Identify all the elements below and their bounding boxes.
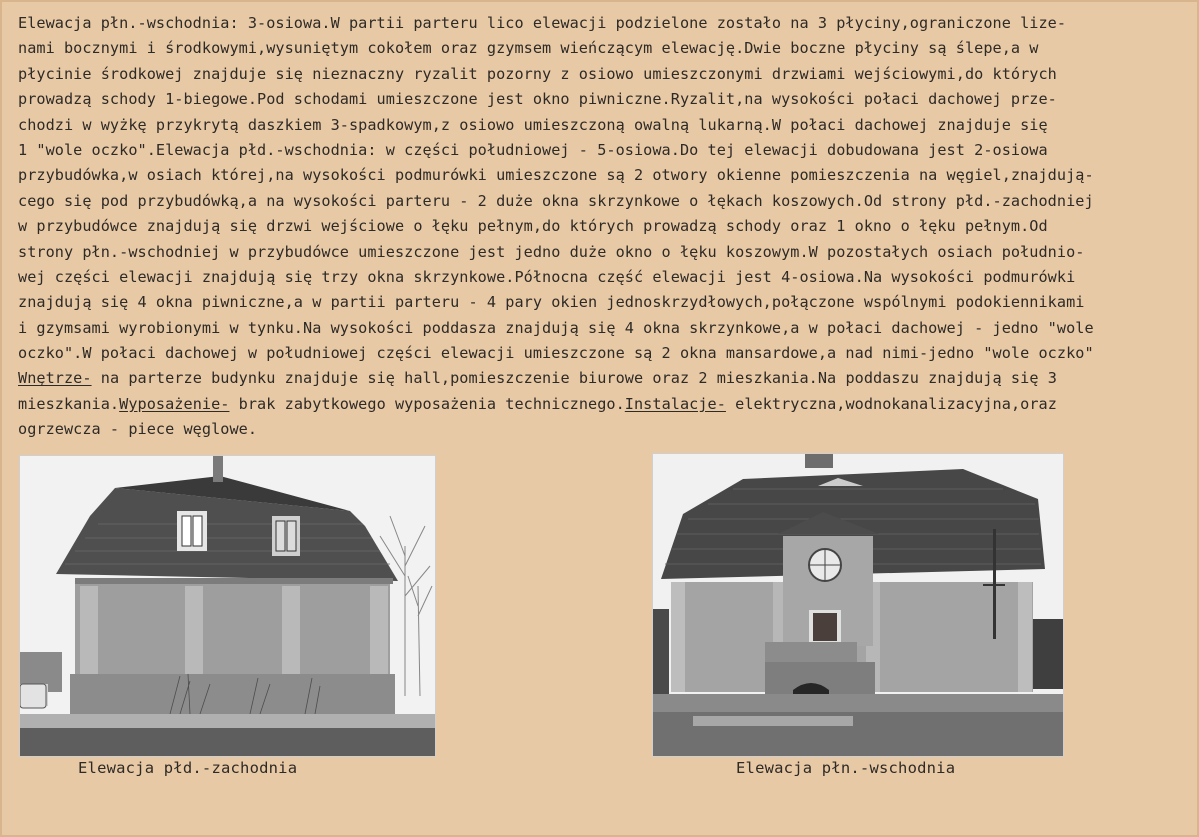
text-line	[18, 36, 1188, 61]
section-heading: Instalacje-	[624, 394, 726, 413]
text-line	[18, 265, 1188, 290]
text-fragment: Elewacja płn.-wschodnia: 3-osiowa.W partii parteru lico elewacji podzielone zostało na 3 płyciny,ograniczone lize-	[18, 14, 1067, 32]
text-fragment: w przybudówce znajdują się drzwi wejściowe o łęku pełnym,do których prowadzą schody oraz 1 okno o łęku pełnym.Od	[18, 217, 1048, 236]
text-fragment: przybudówka,w osiach której,na wysokości podmurówki umieszczone są 2 otwory okienne pomieszczenia na węgiel,znajdują-	[18, 166, 1094, 185]
text-line	[18, 189, 1188, 214]
text-fragment: cego się pod przybudówką,a na wysokości parteru - 2 duże okna skrzynkowe o łękach koszowych.Od strony płd.-zachodniej	[18, 191, 1094, 210]
text-line	[18, 113, 1188, 138]
text-line	[18, 240, 1188, 265]
text-fragment: prowadzą schody 1-biegowe.Pod schodami umieszczone jest okno piwniczne.Ryzalit,na wysokości połaci dachowej prze-	[18, 90, 1057, 109]
text-fragment: oczko".W połaci dachowej w południowej części elewacji umieszczone są 2 okna mansardowe,a nad nimi-jedno "wole oczko"	[18, 344, 1094, 363]
text-fragment: wej części elewacji znajdują się trzy okna skrzynkowe.Północna część elewacji jest 4-osiowa.Na wysokości podmurówki	[18, 267, 1076, 286]
text-fragment: ogrzewcza - piece węglowe.	[18, 420, 258, 439]
text-fragment: elektryczna,wodnokanalizacyjna,oraz	[725, 394, 1057, 413]
text-fragment: nami bocznymi i środkowymi,wysuniętym cokołem oraz gzymsem wieńczącym elewację.Dwie boczne płyciny są ślepe,a w	[18, 39, 1039, 58]
text-fragment: brak zabytkowego wyposażenia technicznego.	[229, 394, 625, 413]
text-line	[18, 290, 1188, 315]
text-fragment: 1 "wole oczko".Elewacja płd.-wschodnia: w części południowej - 5-osiowa.Do tej elewacji dobudowana jest 2-osiowa	[18, 140, 1048, 159]
text-fragment: na parterze budynku znajduje się hall,pomieszczenie biurowe oraz 2 mieszkania.Na poddaszu znajdują się 3	[91, 369, 1057, 388]
section-heading: Wnętrze-	[18, 369, 92, 388]
text-line	[18, 163, 1188, 188]
description-text	[18, 11, 1188, 443]
text-line	[18, 11, 1188, 36]
text-line	[18, 392, 1188, 417]
section-heading: Wyposażenie-	[119, 394, 230, 413]
text-fragment: mieszkania.	[18, 394, 120, 413]
text-line	[18, 62, 1188, 87]
text-line	[18, 87, 1188, 112]
text-line	[18, 341, 1188, 366]
photo-northeast-elevation	[652, 453, 1064, 757]
left-photo-caption: Elewacja płd.-zachodnia	[78, 759, 298, 777]
text-fragment: strony płn.-wschodniej w przybudówce umieszczone jest jedno duże okno o łęku koszowym.W pozostałych osiach południo-	[18, 242, 1085, 261]
text-line	[18, 316, 1188, 341]
text-fragment: płycinie środkowej znajduje się nieznaczny ryzalit pozorny z osiowo umieszczonymi drzwiami wejściowymi,do których	[18, 64, 1057, 83]
photo-southwest-elevation	[19, 455, 436, 757]
text-fragment: znajdują się 4 okna piwniczne,a w partii parteru - 4 pary okien jednoskrzydłowych,połączone wspólnymi podokiennikami	[18, 293, 1085, 312]
text-fragment: i gzymsami wyrobionymi w tynku.Na wysokości poddasza znajdują się 4 okna skrzynkowe,a w połaci dachowej - jedno "wole	[18, 318, 1094, 337]
text-line	[18, 366, 1188, 391]
right-photo-caption: Elewacja płn.-wschodnia	[736, 759, 956, 777]
text-line	[18, 417, 1188, 442]
text-fragment: chodzi w wyżkę przykrytą daszkiem 3-spadkowym,z osiowo umieszczoną owalną lukarną.W połaci dachowej znajduje się	[18, 115, 1048, 134]
text-line	[18, 214, 1188, 239]
text-line	[18, 138, 1188, 163]
